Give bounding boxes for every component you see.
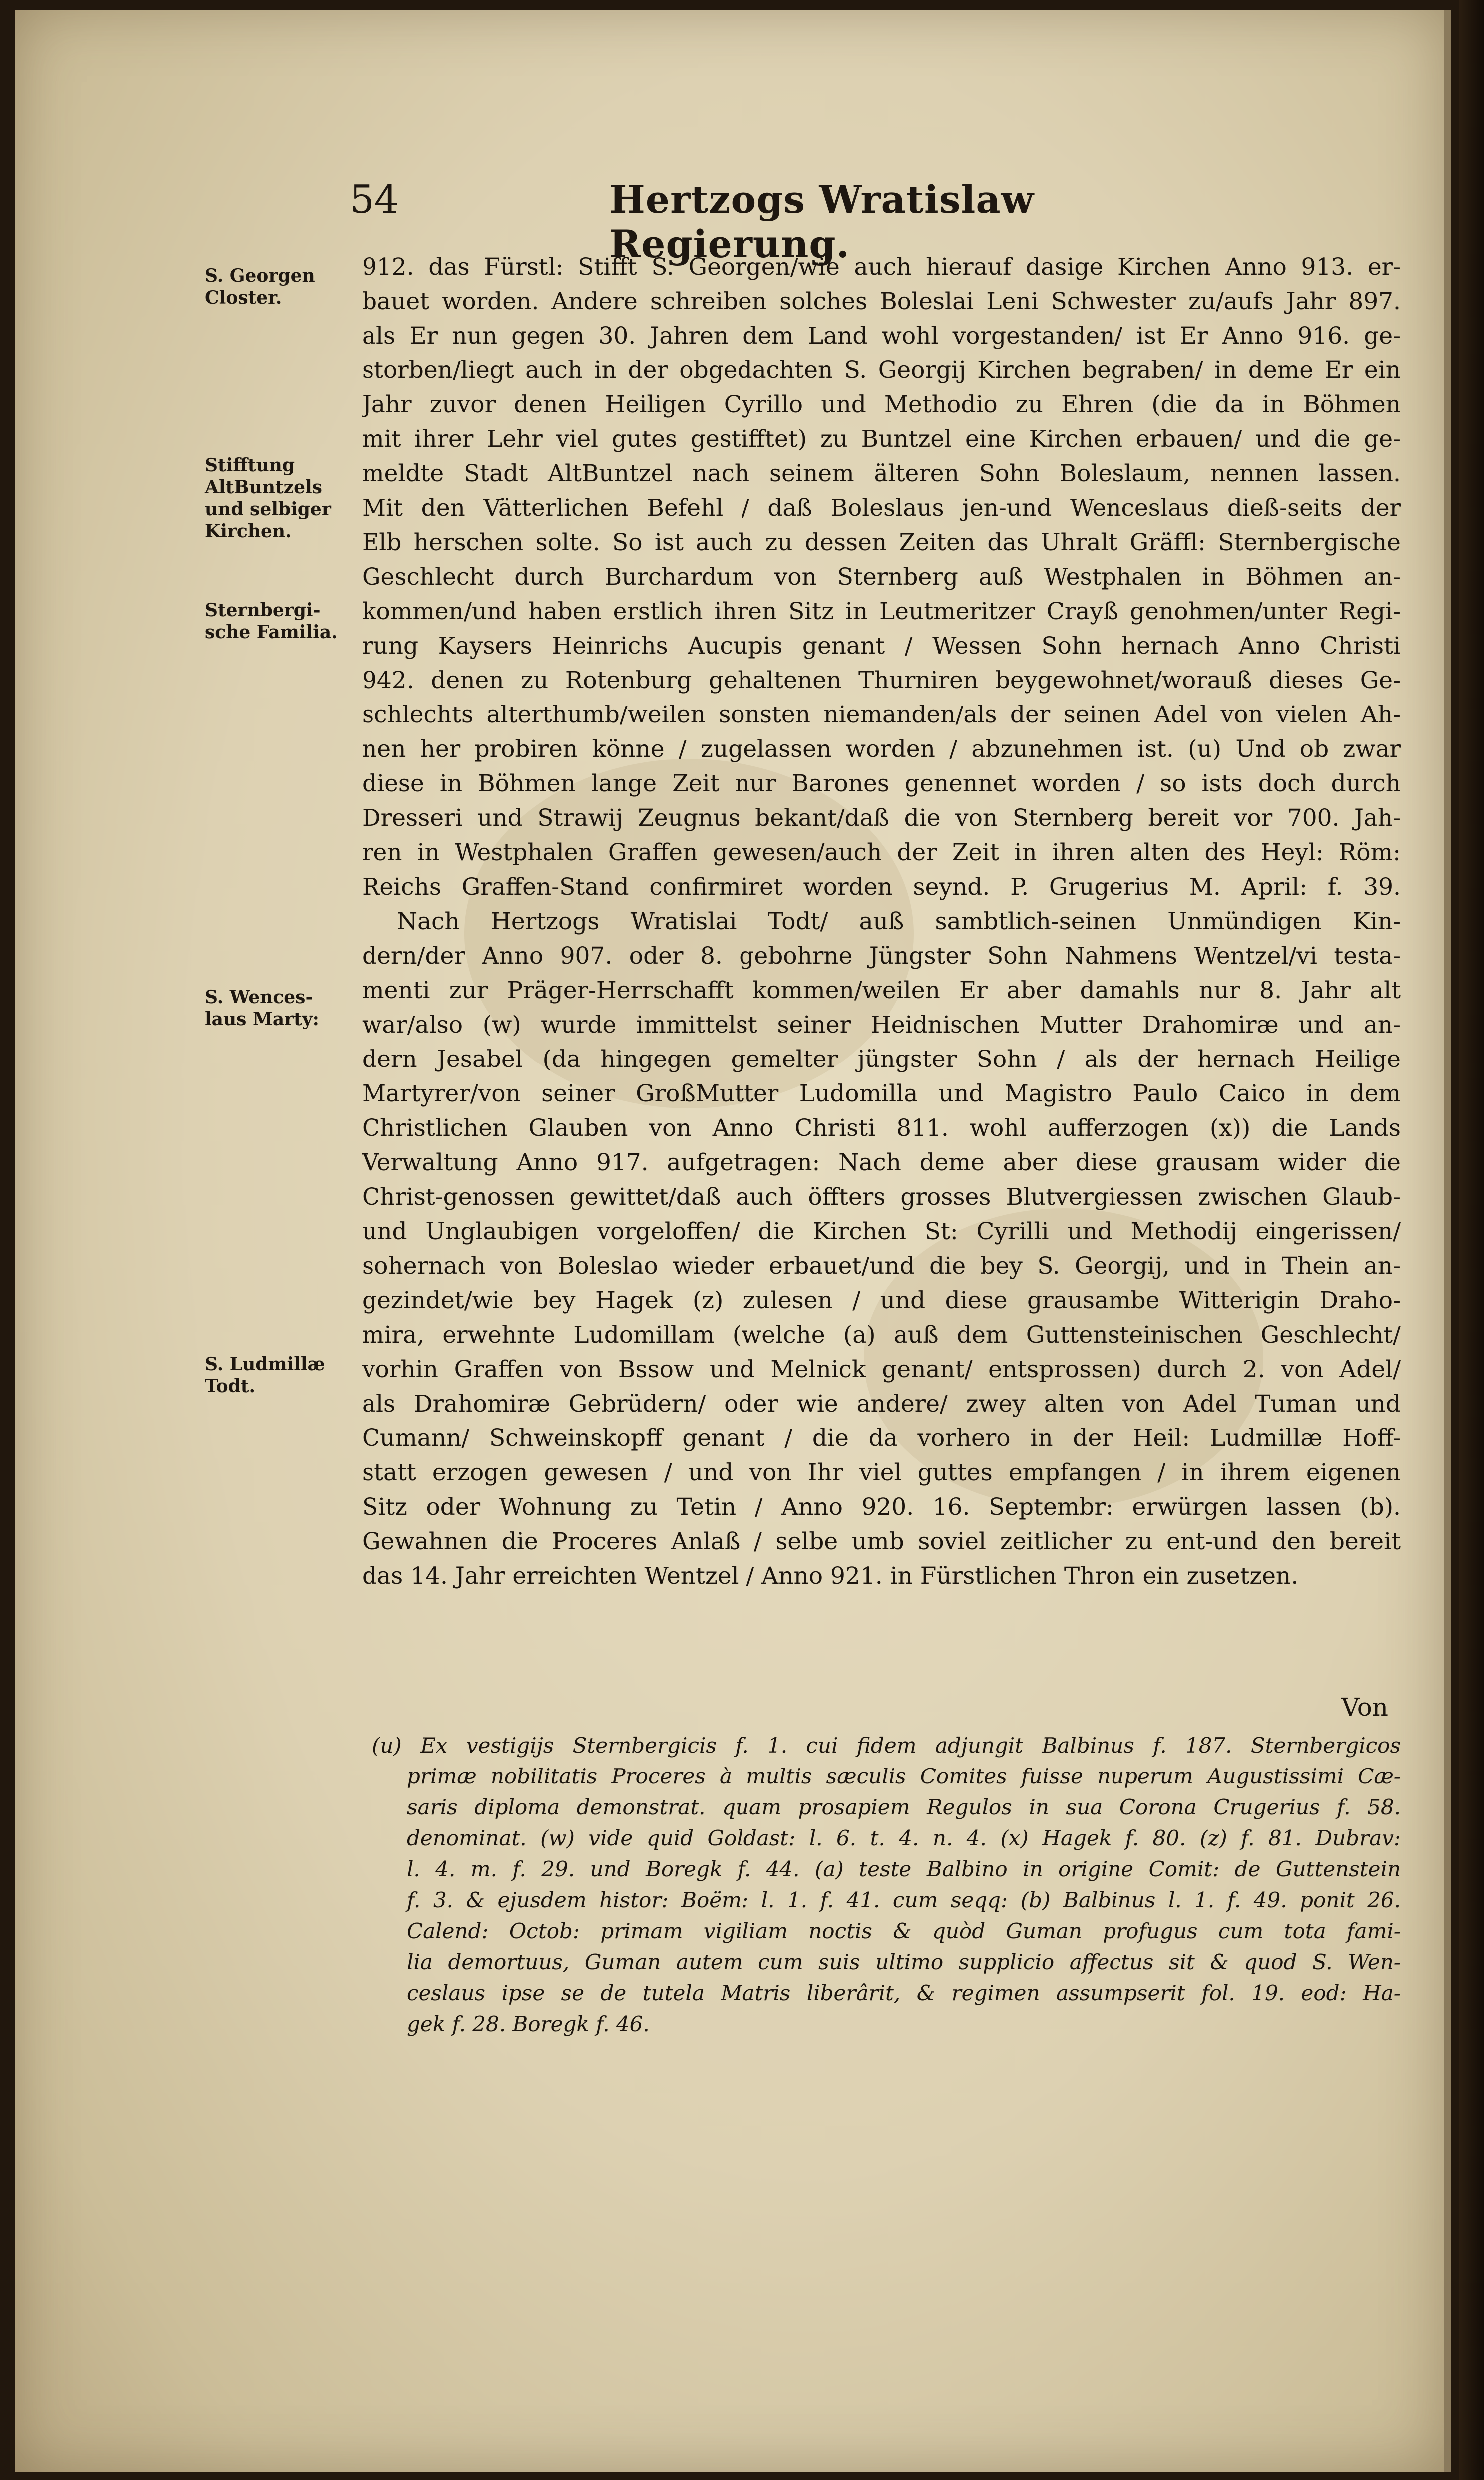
footnote-line: primæ nobilitatis Proceres à multis sæculis Comites fuisse nuperum Augustissimi Cæ- (407, 1764, 1401, 1788)
body-line: storben/liegt auch in der obgedachten S. Georgij Kirchen begraben/ in deme Er ein (362, 356, 1401, 384)
body-line: Christ-genossen gewittet/daß auch öffters grosses Blutvergiessen zwischen Glaub- (362, 1183, 1401, 1211)
body-line: mit ihrer Lehr viel gutes gestifftet) zu Buntzel eine Kirchen erbauen/ und die ge- (362, 425, 1401, 453)
page-header (350, 177, 1148, 266)
body-line: Geschlecht durch Burchardum von Sternberg auß Westphalen in Böhmen an- (362, 563, 1401, 591)
body-line: Martyrer/von seiner GroßMutter Ludomilla und Magistro Paulo Caico in dem (362, 1080, 1401, 1107)
body-line: Sitz oder Wohnung zu Tetin / Anno 920. 16. Septembr: erwürgen lassen (b). (362, 1493, 1401, 1521)
body-line: ren in Westphalen Graffen gewesen/auch der Zeit in ihren alten des Heyl: Röm: (362, 839, 1401, 866)
body-line: mira, erwehnte Ludomillam (welche (a) auß dem Guttensteinischen Geschlecht/ (362, 1321, 1401, 1349)
footnote-line: (u) Ex vestigijs Sternbergicis f. 1. cui fidem adjungit Balbinus f. 187. Sternbergicos (372, 1733, 1401, 1758)
catchword: Von (1341, 1693, 1388, 1722)
body-line: Elb herschen solte. So ist auch zu dessen Zeiten das Uhralt Gräffl: Sternbergische (362, 529, 1401, 556)
body-line: Cumann/ Schweinskopff genant / die da vorhero in der Heil: Ludmillæ Hoff- (362, 1424, 1401, 1452)
body-line: vorhin Graffen von Bssow und Melnick genant/ entsprossen) durch 2. von Adel/ (362, 1356, 1401, 1383)
footnotes (372, 1730, 1401, 2040)
body-line: Nach Hertzogs Wratislai Todt/ auß sambtlich-seinen Unmündigen Kin- (397, 908, 1401, 935)
body-line: Reichs Graffen-Stand confirmiret worden seynd. P. Grugerius M. April: f. 39. (362, 873, 1401, 901)
body-line: war/also (w) wurde immittelst seiner Heidnischen Mutter Drahomiræ und an- (362, 1011, 1401, 1039)
footnote-line: denominat. (w) vide quid Goldast: l. 6. t. 4. n. 4. (x) Hagek f. 80. (z) f. 81. Dubrav: (407, 1826, 1401, 1850)
body-line: das 14. Jahr erreichten Wentzel / Anno 921. in Fürstlichen Thron ein zusetzen. (362, 1562, 1299, 1590)
body-line: sohernach von Boleslao wieder erbauet/und die bey S. Georgij, und in Thein an- (362, 1252, 1401, 1280)
page-number: 54 (350, 177, 399, 222)
body-line: meldte Stadt AltBuntzel nach seinem älteren Sohn Boleslaum, nennen lassen. (362, 460, 1401, 487)
body-line: dern Jesabel (da hingegen gemelter jüngster Sohn / als der hernach Heilige (362, 1046, 1401, 1073)
footnote-line: l. 4. m. f. 29. und Boregk f. 44. (a) teste Balbino in origine Comit: de Guttenstein (407, 1857, 1401, 1881)
body-line: Dresseri und Strawij Zeugnus bekant/daß die von Sternberg bereit vor 700. Jah- (362, 804, 1401, 832)
margin-note-stifftung: Stifftung AltBuntzels und selbiger Kirchen. (205, 455, 331, 542)
footnote-line: ceslaus ipse se de tutela Matris liberârit, & regimen assumpserit fol. 19. eod: Ha- (407, 1981, 1401, 2005)
footnote-line: Calend: Octob: primam vigiliam noctis & quòd Guman profugus cum tota fami- (407, 1919, 1401, 1943)
footnote-line: f. 3. & ejusdem histor: Boëm: l. 1. f. 41. cum seqq: (b) Balbinus l. 1. f. 49. ponit 26. (407, 1888, 1401, 1912)
body-line: Jahr zuvor denen Heiligen Cyrillo und Methodio zu Ehren (die da in Böhmen (362, 391, 1401, 418)
body-line: Gewahnen die Proceres Anlaß / selbe umb soviel zeitlicher zu ent-und den bereit (362, 1528, 1401, 1555)
body-line: diese in Böhmen lange Zeit nur Barones genennet worden / so ists doch durch (362, 770, 1401, 797)
body-line: nen her probiren könne / zugelassen worden / abzunehmen ist. (u) Und ob zwar (362, 735, 1401, 763)
body-line: statt erzogen gewesen / und von Ihr viel guttes empfangen / in ihrem eigenen (362, 1459, 1401, 1486)
footnote-line: saris diploma demonstrat. quam prosapiem Regulos in sua Corona Crugerius f. 58. (407, 1795, 1401, 1819)
body-line: dern/der Anno 907. oder 8. gebohrne Jüngster Sohn Nahmens Wentzel/vi testa- (362, 942, 1401, 970)
margin-note-sternbergische: Sternbergi- sche Familia. (205, 600, 338, 643)
body-line: menti zur Präger-Herrschafft kommen/weilen Er aber damahls nur 8. Jahr alt (362, 977, 1401, 1004)
body-line: Christlichen Glauben von Anno Christi 811. wohl aufferzogen (x)) die Lands (362, 1114, 1401, 1142)
body-line: schlechts alterthumb/weilen sonsten niemanden/als der seinen Adel von vielen Ah- (362, 701, 1401, 728)
body-line: gezindet/wie bey Hagek (z) zulesen / und diese grausambe Witterigin Draho- (362, 1287, 1401, 1314)
footnote-line: lia demortuus, Guman autem cum suis ultimo supplicio affectus sit & quod S. Wen- (407, 1950, 1401, 1974)
body-line: und Unglaubigen vorgeloffen/ die Kirchen St: Cyrilli und Methodij eingerissen/ (362, 1218, 1401, 1245)
margin-note-s-georgen: S. Georgen Closter. (205, 265, 315, 308)
margin-note-s-ludmilla: S. Ludmillæ Todt. (205, 1354, 325, 1397)
body-line: 912. das Fürstl: Stifft S. Georgen/wie auch hierauf dasige Kirchen Anno 913. er- (362, 253, 1401, 281)
margin-note-s-wenceslaus: S. Wences- laus Marty: (205, 987, 319, 1030)
body-text (362, 250, 1401, 1593)
book-edge (1459, 0, 1484, 2480)
body-line: rung Kaysers Heinrichs Aucupis genant / Wessen Sohn hernach Anno Christi (362, 632, 1401, 660)
body-line: 942. denen zu Rotenburg gehaltenen Thurniren beygewohnet/worauß dieses Ge- (362, 667, 1401, 694)
body-line: bauet worden. Andere schreiben solches Boleslai Leni Schwester zu/aufs Jahr 897. (362, 288, 1401, 315)
body-line: als Er nun gegen 30. Jahren dem Land wohl vorgestanden/ ist Er Anno 916. ge- (362, 322, 1401, 350)
footnote-line: gek f. 28. Boregk f. 46. (407, 2012, 650, 2036)
body-line: als Drahomiræ Gebrüdern/ oder wie andere/ zwey alten von Adel Tuman und (362, 1390, 1401, 1417)
body-line: Mit den Vätterlichen Befehl / daß Boleslaus jen-und Wenceslaus dieß-seits der (362, 494, 1401, 522)
body-line: Verwaltung Anno 917. aufgetragen: Nach deme aber diese grausam wider die (362, 1149, 1401, 1176)
margin-notes (205, 250, 355, 1448)
body-line: kommen/und haben erstlich ihren Sitz in Leutmeritzer Crayß genohmen/unter Regi- (362, 598, 1401, 625)
running-title: Hertzogs Wratislaw Regierung. (609, 177, 1035, 266)
